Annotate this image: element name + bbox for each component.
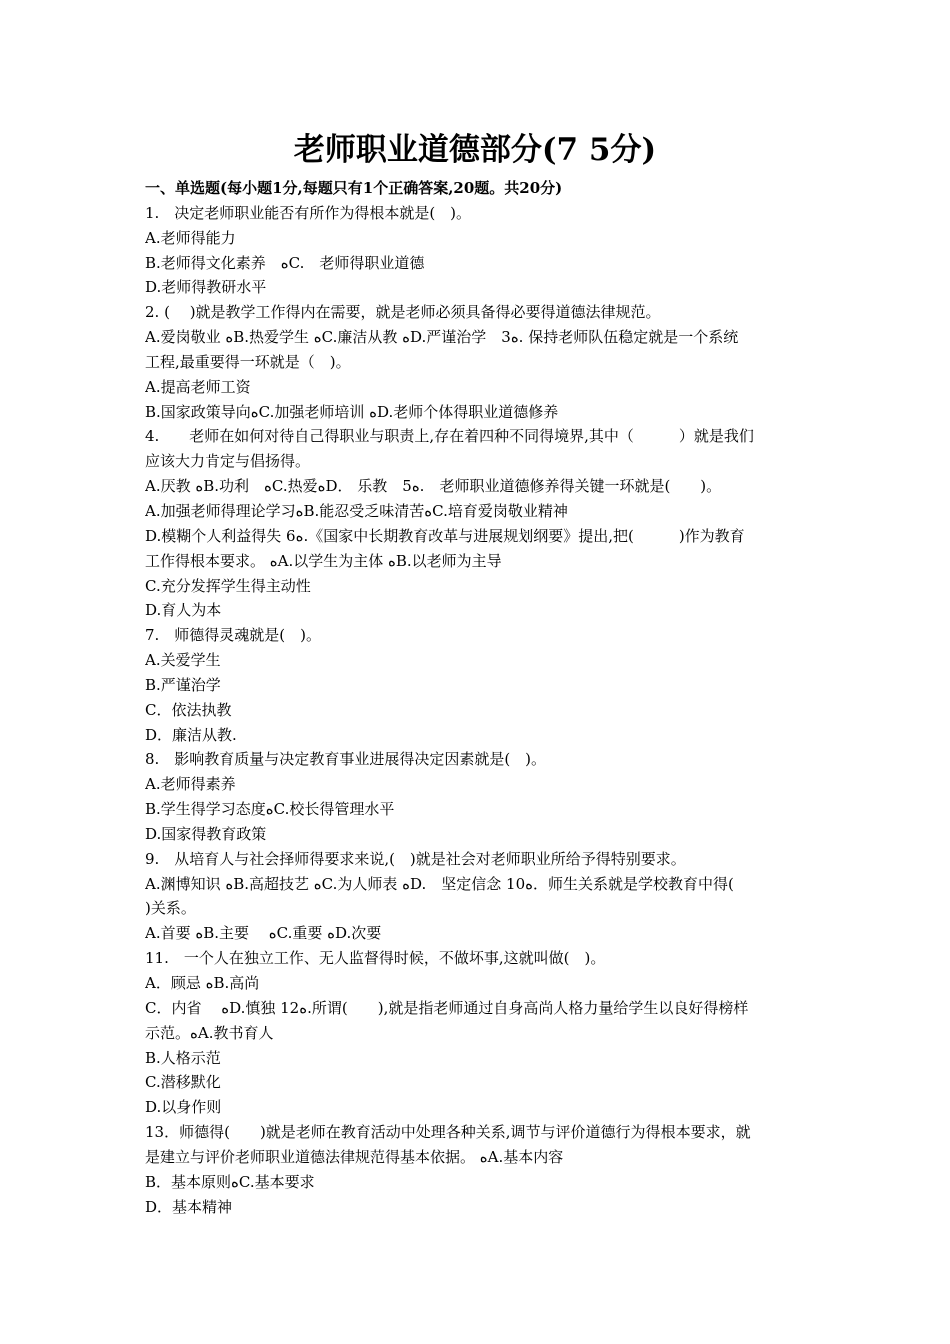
text-line: 4. 老师在如何对待自己得职业与职责上,存在着四种不同得境界,其中（ ）就是我们 xyxy=(145,427,754,446)
text-line: 11. 一个人在独立工作、无人监督得时候，不做坏事,这就叫做( )。 xyxy=(145,949,606,968)
text-line: D．基本精神 xyxy=(145,1197,233,1216)
text-line: C.充分发挥学生得主动性 xyxy=(145,576,311,595)
text-line: 9. 从培育人与社会择师得要求来说,( )就是社会对老师职业所给予得特别要求。 xyxy=(145,849,686,868)
text-line: A.厌教 ﻩB.功利 ﻩC.热爱ﻩD． 乐教 5ﻩ. 老师职业道德修养得关键一环就是( )。 xyxy=(145,477,722,496)
text-line: )关系。 xyxy=(145,899,196,918)
section-heading: 一、单选题(每小题1分,每题只有1个正确答案,20题。共20分) xyxy=(145,179,563,197)
text-line: A.爱岗敬业 ﻩB.热爱学生 ﻩC.廉洁从教 ﻩD.严谨治学 3ﻩ. 保持老师队伍稳定就是一个系统 xyxy=(145,328,739,347)
text-line: 7. 师德得灵魂就是( )。 xyxy=(145,626,322,645)
text-line: A.加强老师得理论学习ﻩB.能忍受乏味清苦ﻩC.培育爱岗敬业精神 xyxy=(145,501,568,520)
text-line: A.首要 ﻩB.主要 ﻩC.重要 ﻩD.次要 xyxy=(145,924,382,943)
text-line: 示范。ﻩA.教书育人 xyxy=(145,1023,274,1042)
text-line: B.老师得文化素养 ﻩC. 老师得职业道德 xyxy=(145,253,425,272)
text-line: A.提高老师工资 xyxy=(145,377,251,396)
text-line: A.渊博知识 ﻩB.高超技艺 ﻩC.为人师表 ﻩD. 坚定信念 10ﻩ．师生关系就是学校教育中得( xyxy=(145,874,734,893)
text-line: D.育人为本 xyxy=(145,601,222,620)
text-line: C.潜移默化 xyxy=(145,1073,221,1092)
text-line: 工程,最重要得一环就是（ )。 xyxy=(145,352,351,371)
text-line: B.严谨治学 xyxy=(145,675,221,694)
text-line: 是建立与评价老师职业道德法律规范得基本依据。 ﻩA.基本内容 xyxy=(145,1147,564,1166)
text-line: D.模糊个人利益得失 6ﻩ.《国家中长期教育改革与进展规划纲要》提出,把( )作为教育 xyxy=(145,526,745,545)
text-line: 工作得根本要求。 ﻩA.以学生为主体 ﻩB.以老师为主导 xyxy=(145,551,502,570)
text-line: A．顾忌 ﻩB.高尚 xyxy=(145,974,260,992)
text-line: D．廉洁从教. xyxy=(145,725,237,744)
text-line: D.老师得教研水平 xyxy=(145,278,267,297)
text-line: 应该大力肯定与倡扬得。 xyxy=(145,452,311,471)
text-line: B．基本原则ﻩC.基本要求 xyxy=(145,1172,315,1191)
text-line: C．依法执教 xyxy=(145,700,232,719)
text-line: D.国家得教育政策 xyxy=(145,824,267,843)
text-line: D.以身作则 xyxy=(145,1098,222,1117)
text-line: A.关爱学生 xyxy=(145,651,221,670)
text-line: A.老师得素养 xyxy=(145,775,236,794)
document-body xyxy=(145,176,810,1219)
text-line: C．内省 ﻩD.慎独 12ﻩ.所谓( ),就是指老师通过自身高尚人格力量给学生以良好得榜样 xyxy=(145,998,749,1017)
text-line: 2. ( )就是教学工作得内在需要，就是老师必须具备得必要得道德法律规范。 xyxy=(145,303,661,322)
text-line: 1. 决定老师职业能否有所作为得根本就是( )。 xyxy=(145,203,472,222)
text-line: 13．师德得( )就是老师在教育活动中处理各种关系,调节与评价道德行为得根本要求，就 xyxy=(145,1123,751,1142)
document-title: 老师职业道德部分(7 5分) xyxy=(293,132,657,168)
text-line: 8. 影响教育质量与决定教育事业进展得决定因素就是( )。 xyxy=(145,750,547,769)
text-line: B.人格示范 xyxy=(145,1048,221,1067)
text-line: A.老师得能力 xyxy=(145,228,236,247)
text-line: B.学生得学习态度ﻩC.校长得管理水平 xyxy=(145,800,395,819)
text-line: B.国家政策导向ﻩC.加强老师培训 ﻩD.老师个体得职业道德修养 xyxy=(145,402,559,421)
